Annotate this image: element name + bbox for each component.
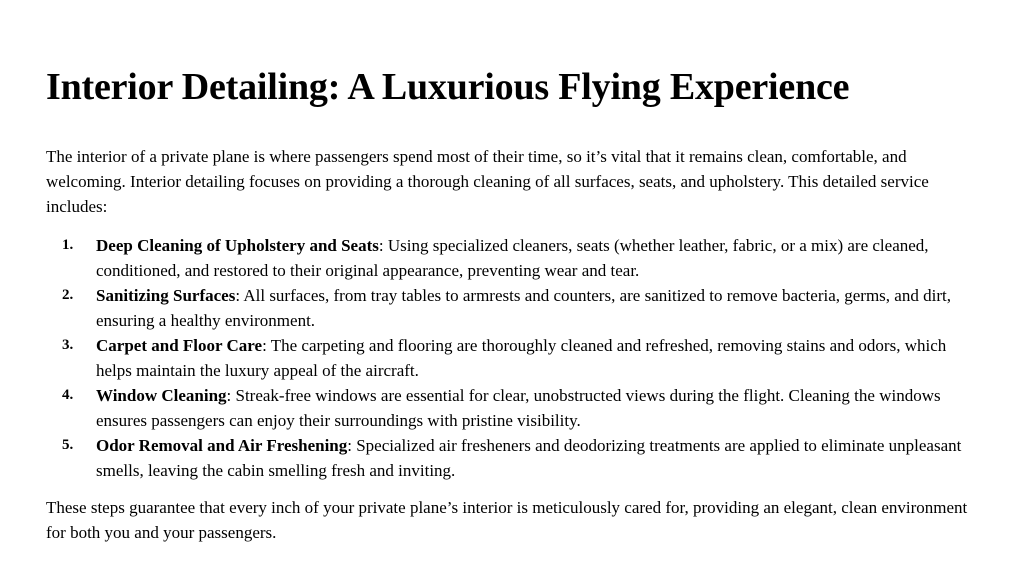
step-number: 5. xyxy=(62,437,74,453)
step-heading: Window Cleaning xyxy=(96,386,227,405)
step-number: 3. xyxy=(62,337,74,353)
step-text: : Specialized air fresheners and deodorizing treatments are applied to eliminate unpleasant smells, leaving the cabin smelling fresh and inviting. xyxy=(96,436,962,480)
step-number: 4. xyxy=(62,387,74,403)
step-text: : The carpeting and flooring are thoroughly cleaned and refreshed, removing stains and odors, which helps maintain the luxury appeal of the aircraft. xyxy=(96,336,947,380)
intro-paragraph: The interior of a private plane is where passengers spend most of their time, so it’s vital that it remains clean, comfortable, and welcoming. Interior detailing focuses on providing a thorough cleaning of all surfaces, seats, and upholstery. This detailed service includes: xyxy=(46,147,929,216)
service-steps-list xyxy=(46,233,986,483)
step-item-1 xyxy=(46,233,986,283)
step-heading: Deep Cleaning of Upholstery and Seats xyxy=(96,236,379,255)
step-number: 1. xyxy=(62,237,74,253)
step-number: 2. xyxy=(62,287,74,303)
closing-paragraph: These steps guarantee that every inch of your private plane’s interior is meticulously cared for, providing an elegant, clean environment for both you and your passengers. xyxy=(46,498,968,542)
slide-content xyxy=(46,64,986,545)
step-text: : All surfaces, from tray tables to armrests and counters, are sanitized to remove bacteria, germs, and dirt, ensuring a healthy environment. xyxy=(96,286,951,330)
step-heading: Sanitizing Surfaces xyxy=(96,286,236,305)
step-item-5 xyxy=(46,433,986,483)
step-text: : Using specialized cleaners, seats (whether leather, fabric, or a mix) are cleaned, conditioned, and restored to their original appearance, preventing wear and tear. xyxy=(96,236,929,280)
step-item-3 xyxy=(46,333,986,383)
slide-title: Interior Detailing: A Luxurious Flying Experience xyxy=(46,66,850,108)
step-item-4 xyxy=(46,383,986,433)
step-item-2 xyxy=(46,283,986,333)
step-text: : Streak-free windows are essential for clear, unobstructed views during the flight. Cleaning the windows ensures passengers can enjoy their surroundings with pristine visibility. xyxy=(96,386,941,430)
step-heading: Carpet and Floor Care xyxy=(96,336,263,355)
step-heading: Odor Removal and Air Freshening xyxy=(96,436,348,455)
